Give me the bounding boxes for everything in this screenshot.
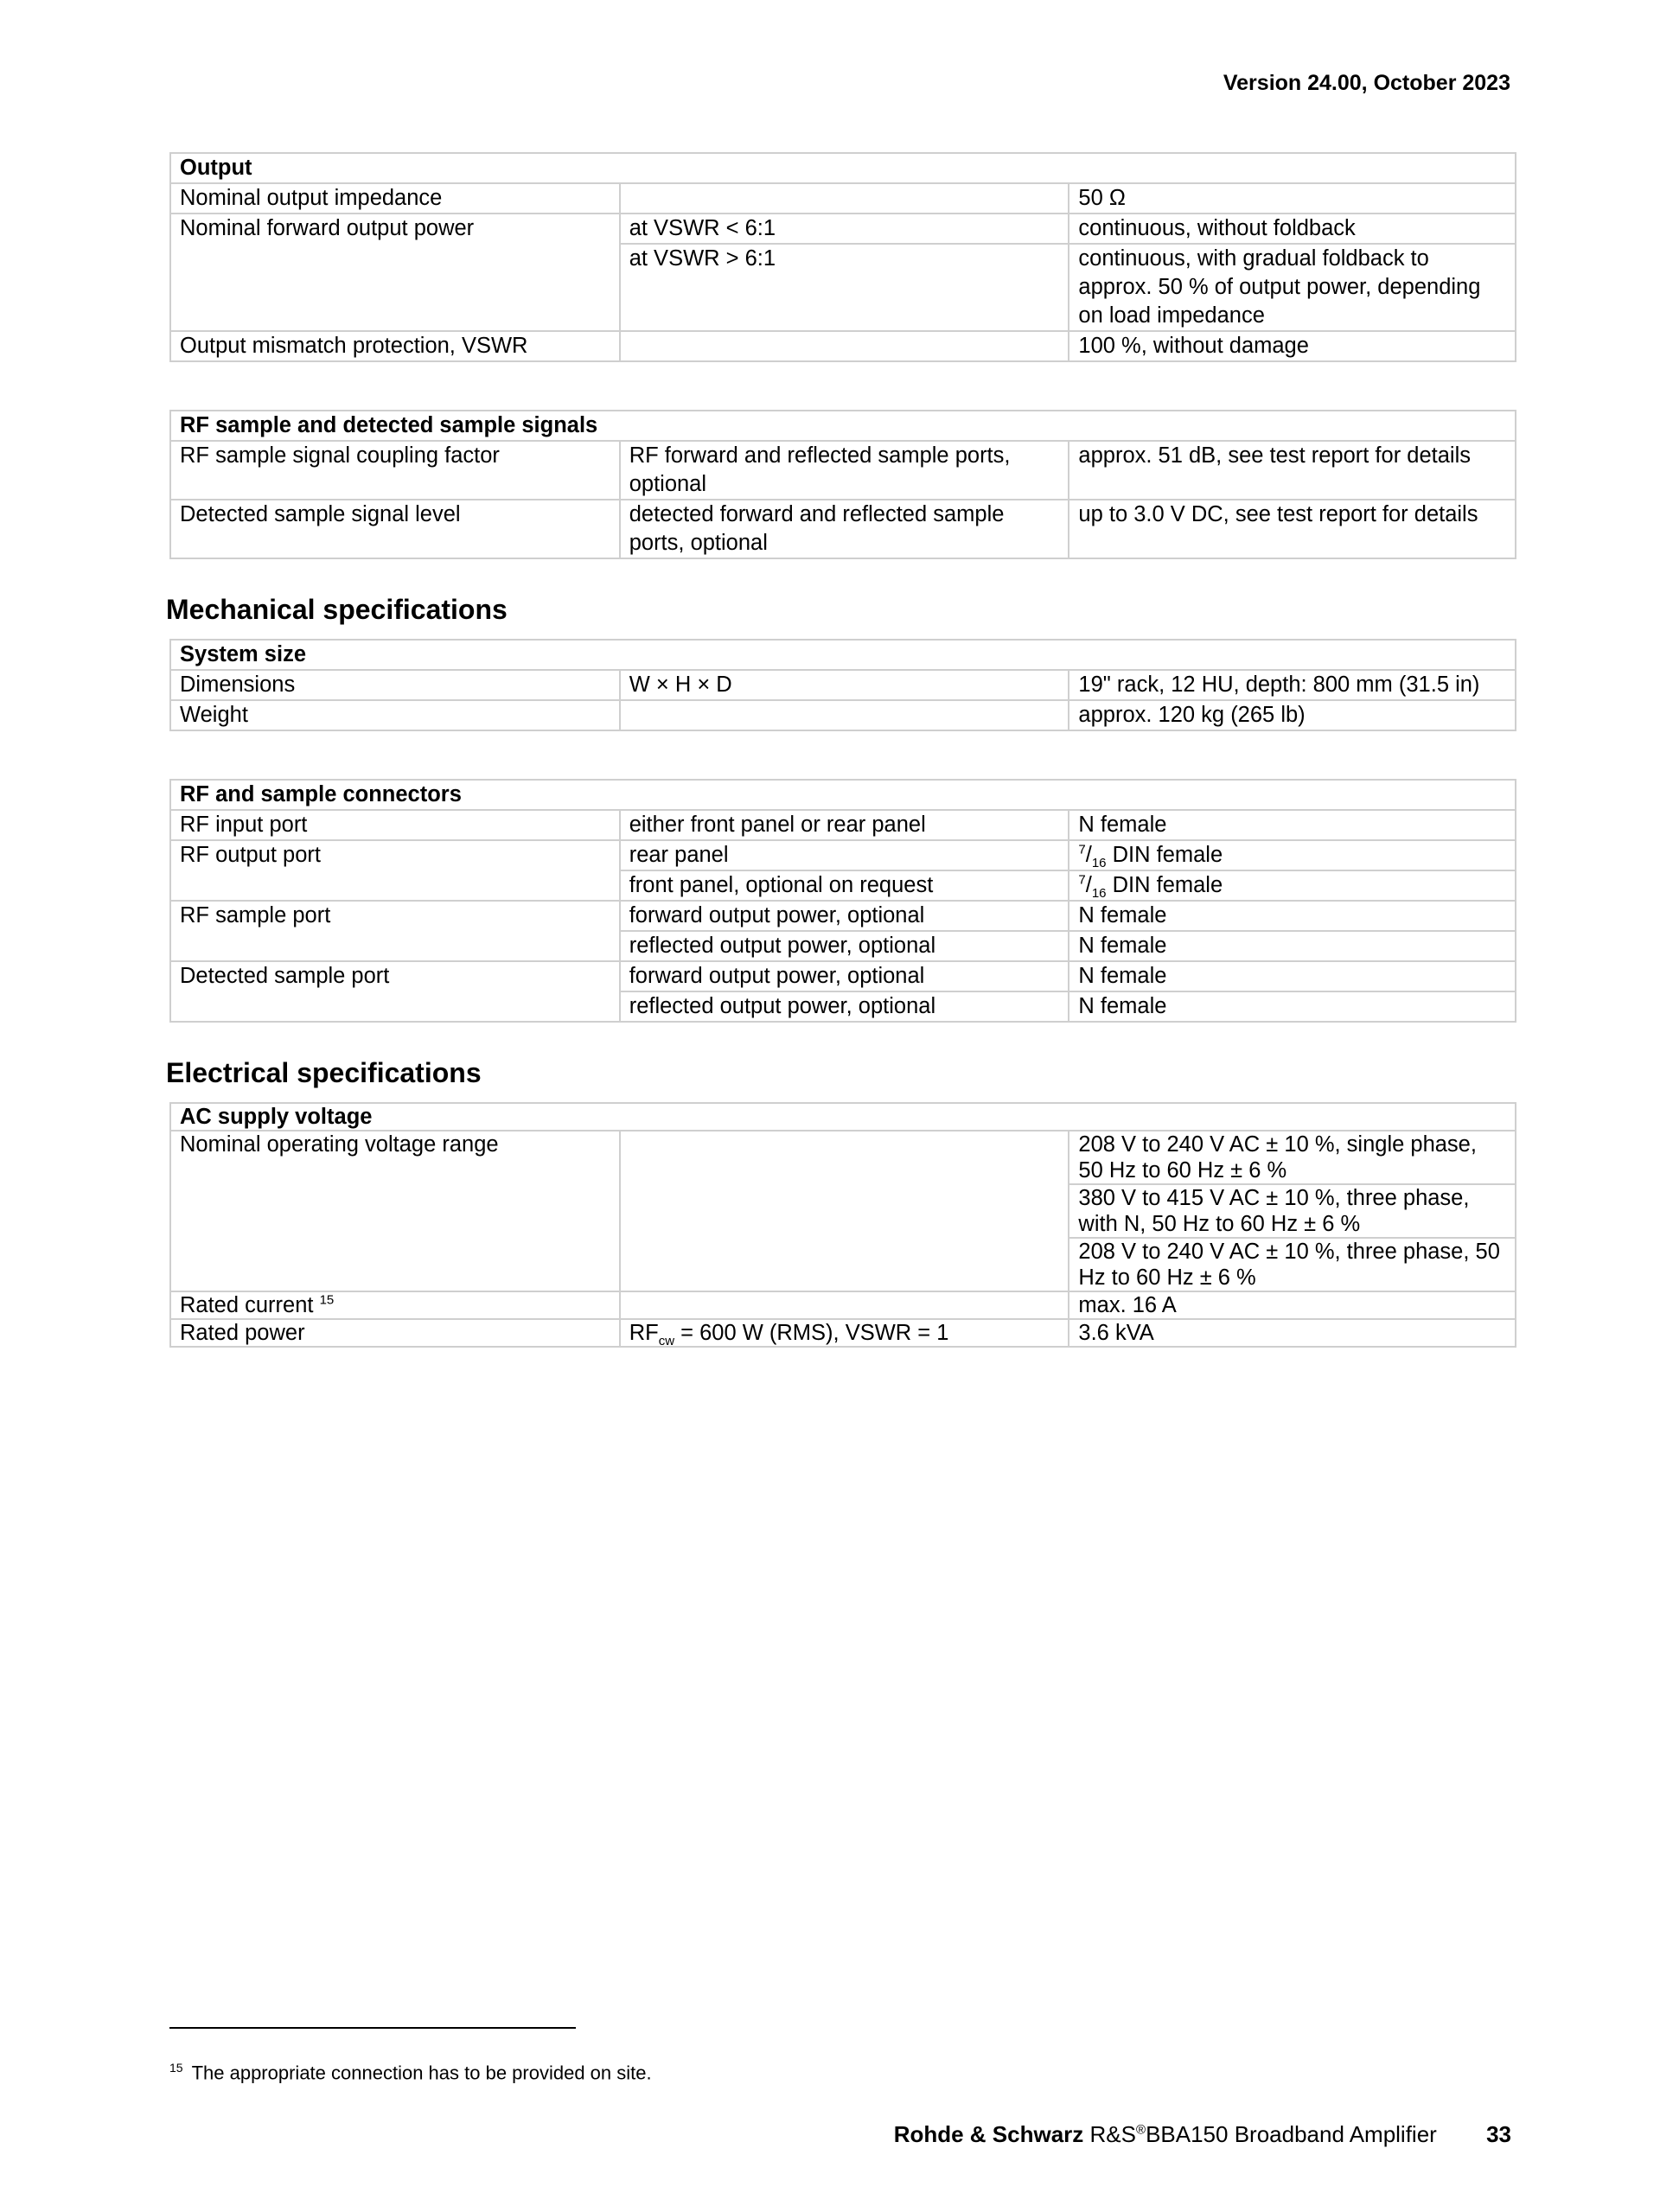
footnote-ref: 15 xyxy=(319,1292,335,1308)
row-condition xyxy=(620,1291,1069,1319)
system-size-table xyxy=(169,639,1516,731)
row-label: Dimensions xyxy=(170,670,620,700)
row-condition xyxy=(620,331,1069,361)
output-table xyxy=(169,152,1516,362)
row-label: Detected sample port xyxy=(170,961,620,1022)
ac-supply-table xyxy=(169,1102,1516,1348)
row-label xyxy=(170,1291,620,1319)
row-label: Detected sample signal level xyxy=(170,500,620,558)
row-condition: at VSWR > 6:1 xyxy=(620,244,1069,331)
row-value: 380 V to 415 V AC ± 10 %, three phase, with N, 50 Hz to 60 Hz ± 6 % xyxy=(1069,1184,1516,1238)
row-value: 50 Ω xyxy=(1069,183,1516,214)
row-condition: reflected output power, optional xyxy=(620,991,1069,1022)
fraction-numerator: 7 xyxy=(1078,842,1086,857)
spec-content xyxy=(166,152,1516,1349)
row-label: RF output port xyxy=(170,840,620,901)
footnote-text: The appropriate connection has to be provided on site. xyxy=(191,2062,652,2084)
footnote-number: 15 xyxy=(169,2061,183,2075)
row-condition: rear panel xyxy=(620,840,1069,870)
row-value: approx. 51 dB, see test report for details xyxy=(1069,441,1516,500)
row-label: RF sample signal coupling factor xyxy=(170,441,620,500)
footer-rs: R&S xyxy=(1089,2121,1136,2147)
row-condition xyxy=(620,700,1069,730)
row-value: N female xyxy=(1069,991,1516,1022)
page-number: 33 xyxy=(1486,2121,1511,2147)
row-value: approx. 120 kg (265 lb) xyxy=(1069,700,1516,730)
fraction-denominator: 16 xyxy=(1091,886,1107,902)
row-value: $^7/_{16}$ DIN female xyxy=(1069,840,1516,870)
rf-sample-table xyxy=(169,410,1516,559)
row-condition: reflected output power, optional xyxy=(620,931,1069,961)
row-condition xyxy=(620,1319,1069,1347)
row-value: 19" rack, 12 HU, depth: 800 mm (31.5 in) xyxy=(1069,670,1516,700)
rf-symbol: RF xyxy=(629,1321,659,1345)
row-label: RF input port xyxy=(170,810,620,840)
row-label: Nominal forward output power xyxy=(170,214,620,331)
row-value: max. 16 A xyxy=(1069,1291,1516,1319)
row-condition: detected forward and reflected sample ports, optional xyxy=(620,500,1069,558)
connector-type: DIN female xyxy=(1106,873,1223,897)
table-title: RF and sample connectors xyxy=(170,780,1516,810)
rated-current-label: Rated current xyxy=(180,1293,314,1317)
row-value: 3.6 kVA xyxy=(1069,1319,1516,1347)
table-title: System size xyxy=(170,640,1516,670)
fraction-denominator: 16 xyxy=(1091,856,1107,871)
version-header: Version 24.00, October 2023 xyxy=(1223,71,1510,95)
row-label: Rated power xyxy=(170,1319,620,1347)
row-value: 100 %, without damage xyxy=(1069,331,1516,361)
footnote xyxy=(169,2061,652,2084)
row-label: Weight xyxy=(170,700,620,730)
row-value: 208 V to 240 V AC ± 10 %, single phase, 50 Hz to 60 Hz ± 6 % xyxy=(1069,1131,1516,1184)
row-value: N female xyxy=(1069,810,1516,840)
row-label: Output mismatch protection, VSWR xyxy=(170,331,620,361)
page-footer xyxy=(894,2121,1511,2148)
row-condition: either front panel or rear panel xyxy=(620,810,1069,840)
table-title: RF sample and detected sample signals xyxy=(170,411,1516,441)
row-value: N female xyxy=(1069,931,1516,961)
footer-product: BBA150 Broadband Amplifier xyxy=(1146,2121,1437,2147)
rf-subscript: cw xyxy=(658,1334,675,1349)
power-condition: = 600 W (RMS), VSWR = 1 xyxy=(674,1321,949,1345)
registered-mark: ® xyxy=(1136,2122,1146,2138)
row-value: N female xyxy=(1069,961,1516,991)
footnote-divider xyxy=(169,2027,576,2029)
fraction-numerator: 7 xyxy=(1078,872,1086,888)
table-title: AC supply voltage xyxy=(170,1103,1516,1131)
row-value: 208 V to 240 V AC ± 10 %, three phase, 50 Hz to 60 Hz ± 6 % xyxy=(1069,1238,1516,1291)
row-condition xyxy=(620,1131,1069,1291)
table-title: Output xyxy=(170,153,1516,183)
row-value: $^7/_{16}$ DIN female xyxy=(1069,870,1516,901)
row-condition: at VSWR < 6:1 xyxy=(620,214,1069,244)
row-label: Nominal operating voltage range xyxy=(170,1131,620,1291)
row-condition: W × H × D xyxy=(620,670,1069,700)
footer-brand: Rohde & Schwarz xyxy=(893,2121,1084,2147)
section-heading-mechanical: Mechanical specifications xyxy=(166,594,508,625)
row-condition: forward output power, optional xyxy=(620,961,1069,991)
row-condition xyxy=(620,183,1069,214)
row-condition: front panel, optional on request xyxy=(620,870,1069,901)
connector-type: DIN female xyxy=(1106,843,1223,867)
row-label: RF sample port xyxy=(170,901,620,961)
section-heading-electrical: Electrical specifications xyxy=(166,1057,482,1088)
connectors-table xyxy=(169,779,1516,1023)
row-value: up to 3.0 V DC, see test report for details xyxy=(1069,500,1516,558)
row-condition: RF forward and reflected sample ports, optional xyxy=(620,441,1069,500)
row-condition: forward output power, optional xyxy=(620,901,1069,931)
row-label: Nominal output impedance xyxy=(170,183,620,214)
row-value: N female xyxy=(1069,901,1516,931)
row-value: continuous, with gradual foldback to approx. 50 % of output power, depending on load impedance xyxy=(1069,244,1516,331)
row-value: continuous, without foldback xyxy=(1069,214,1516,244)
